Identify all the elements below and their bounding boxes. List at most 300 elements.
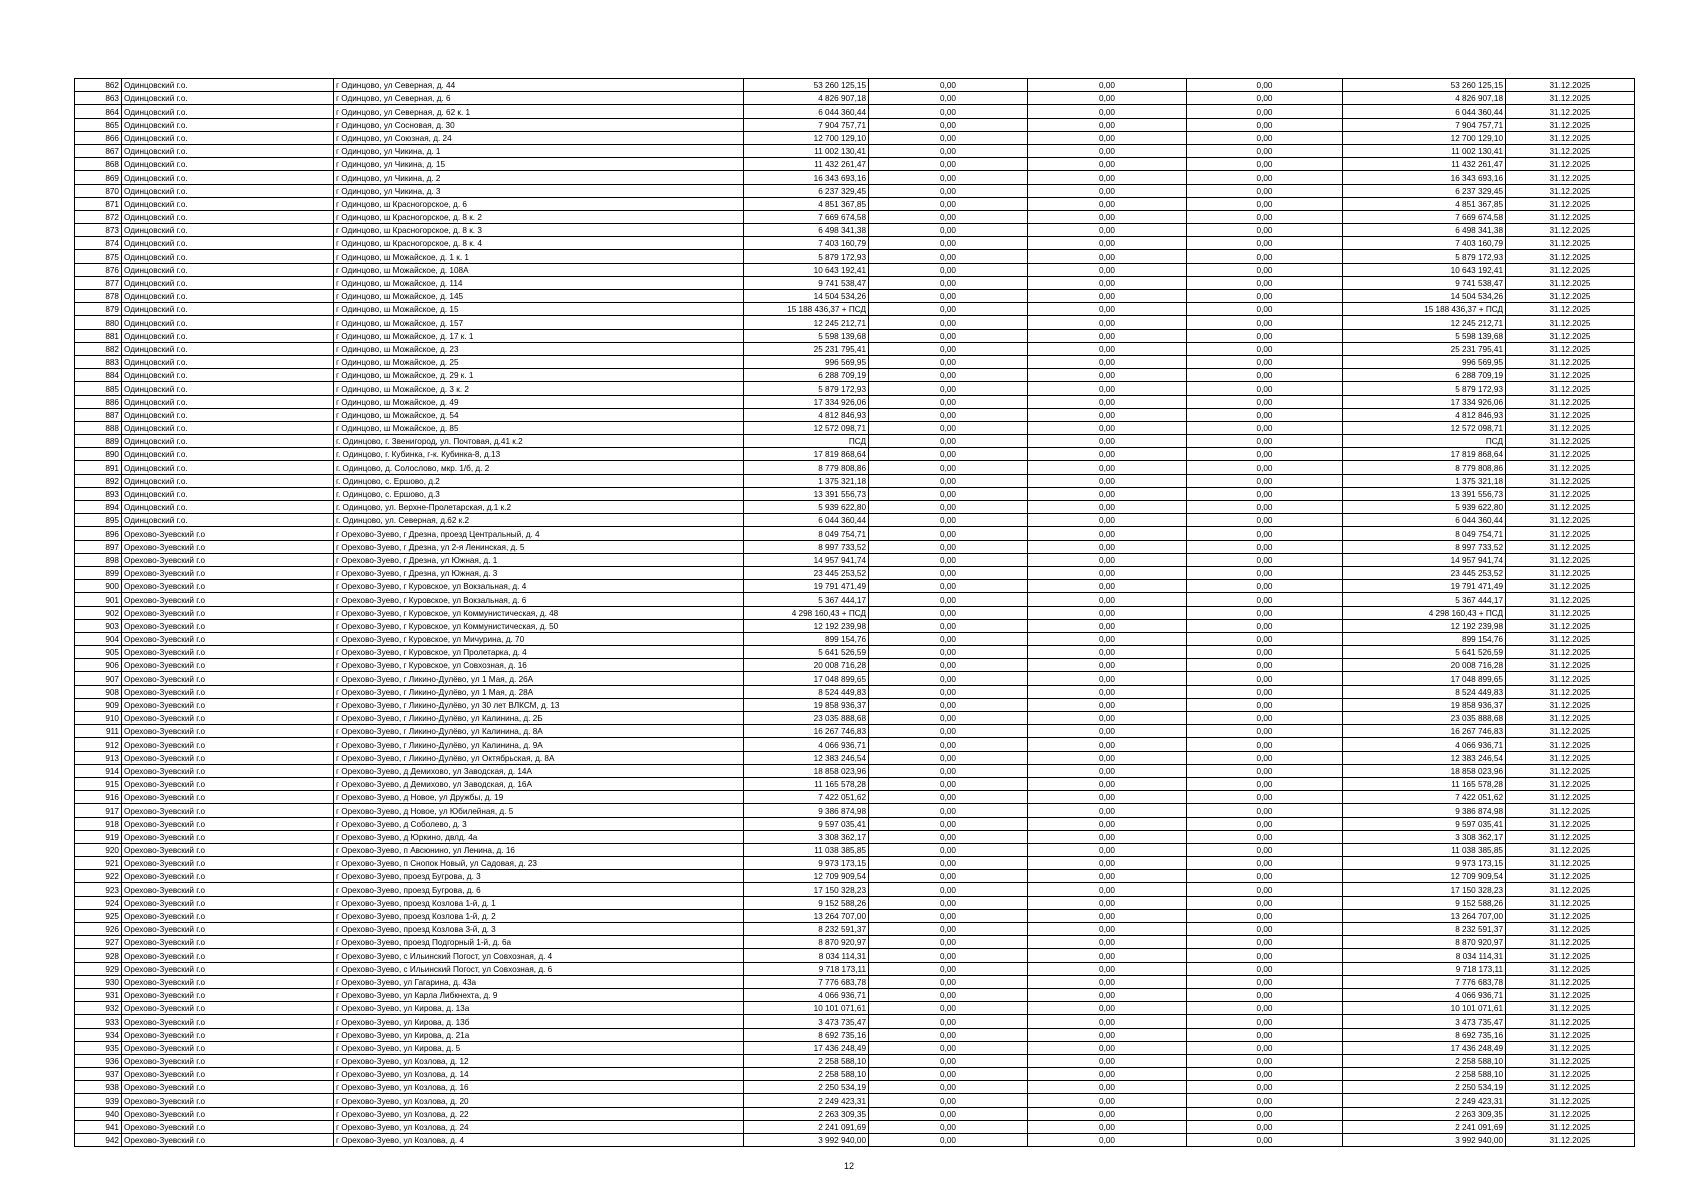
value-cell-2: 0,00 (869, 369, 1028, 382)
row-number-cell: 877 (75, 276, 122, 289)
address-cell: г Орехово-Зуево, г Ликино-Дулёво, ул 1 Мая, д. 28А (334, 685, 744, 698)
amount-cell: 3 473 735,47 (744, 1015, 869, 1028)
value-cell-4: 0,00 (1187, 698, 1343, 711)
district-cell: Одинцовский г.о. (122, 448, 334, 461)
table-row (75, 791, 1635, 804)
value-cell-2: 0,00 (869, 1015, 1028, 1028)
amount-cell: 6 237 329,45 (744, 184, 869, 197)
table-row (75, 1015, 1635, 1028)
amount-cell: 15 188 436,37 + ПСД (744, 303, 869, 316)
amount-cell: 10 643 192,41 (744, 263, 869, 276)
date-cell: 31.12.2025 (1506, 448, 1635, 461)
value-cell-3: 0,00 (1028, 1002, 1187, 1015)
table-row (75, 646, 1635, 659)
table-row (75, 949, 1635, 962)
amount-cell: 4 298 160,43 + ПСД (744, 606, 869, 619)
table-row (75, 329, 1635, 342)
total-cell: 8 524 449,83 (1343, 685, 1506, 698)
date-cell: 31.12.2025 (1506, 144, 1635, 157)
row-number-cell: 942 (75, 1134, 122, 1147)
district-cell: Орехово-Зуевский г.о (122, 870, 334, 883)
amount-cell: 8 034 114,31 (744, 949, 869, 962)
address-cell: г Одинцово, ш Можайское, д. 108А (334, 263, 744, 276)
table-row (75, 593, 1635, 606)
amount-cell: 2 263 309,35 (744, 1107, 869, 1120)
total-cell: 4 826 907,18 (1343, 92, 1506, 105)
value-cell-2: 0,00 (869, 105, 1028, 118)
value-cell-3: 0,00 (1028, 1028, 1187, 1041)
date-cell: 31.12.2025 (1506, 250, 1635, 263)
value-cell-2: 0,00 (869, 1041, 1028, 1054)
address-cell: г. Одинцово, ул. Верхне-Пролетарская, д.1 к.2 (334, 501, 744, 514)
address-cell: г Орехово-Зуево, проезд Подгорный 1-й, д. 6а (334, 936, 744, 949)
row-number-cell: 868 (75, 158, 122, 171)
amount-cell: 17 048 899,65 (744, 672, 869, 685)
value-cell-2: 0,00 (869, 988, 1028, 1001)
address-cell: г Орехово-Зуево, г Ликино-Дулёво, ул Калинина, д. 2Б (334, 712, 744, 725)
amount-cell: 12 572 098,71 (744, 421, 869, 434)
district-cell: Одинцовский г.о. (122, 210, 334, 223)
value-cell-4: 0,00 (1187, 369, 1343, 382)
date-cell: 31.12.2025 (1506, 540, 1635, 553)
district-cell: Орехово-Зуевский г.о (122, 777, 334, 790)
value-cell-3: 0,00 (1028, 421, 1187, 434)
date-cell: 31.12.2025 (1506, 923, 1635, 936)
amount-cell: 14 957 941,74 (744, 553, 869, 566)
value-cell-2: 0,00 (869, 672, 1028, 685)
address-cell: г Орехово-Зуево, проезд Бугрова, д. 3 (334, 870, 744, 883)
table-row (75, 118, 1635, 131)
value-cell-2: 0,00 (869, 342, 1028, 355)
amount-cell: 996 569,95 (744, 355, 869, 368)
district-cell: Орехово-Зуевский г.о (122, 857, 334, 870)
total-cell: 17 436 248,49 (1343, 1041, 1506, 1054)
row-number-cell: 902 (75, 606, 122, 619)
row-number-cell: 932 (75, 1002, 122, 1015)
amount-cell: 18 858 023,96 (744, 764, 869, 777)
value-cell-4: 0,00 (1187, 237, 1343, 250)
address-cell: г Одинцово, ш Можайское, д. 85 (334, 421, 744, 434)
value-cell-4: 0,00 (1187, 606, 1343, 619)
amount-cell: 11 165 578,28 (744, 777, 869, 790)
table-row (75, 936, 1635, 949)
total-cell: 9 741 538,47 (1343, 276, 1506, 289)
total-cell: 3 992 940,00 (1343, 1134, 1506, 1147)
amount-cell: 4 812 846,93 (744, 408, 869, 421)
address-cell: г Орехово-Зуево, проезд Козлова 3-й, д. 3 (334, 923, 744, 936)
table-row (75, 237, 1635, 250)
table-row (75, 738, 1635, 751)
value-cell-2: 0,00 (869, 804, 1028, 817)
value-cell-3: 0,00 (1028, 712, 1187, 725)
address-cell: г Одинцово, ул Северная, д. 62 к. 1 (334, 105, 744, 118)
table-row (75, 804, 1635, 817)
total-cell: 996 569,95 (1343, 355, 1506, 368)
date-cell: 31.12.2025 (1506, 725, 1635, 738)
date-cell: 31.12.2025 (1506, 514, 1635, 527)
value-cell-2: 0,00 (869, 382, 1028, 395)
date-cell: 31.12.2025 (1506, 184, 1635, 197)
value-cell-4: 0,00 (1187, 909, 1343, 922)
date-cell: 31.12.2025 (1506, 1015, 1635, 1028)
total-cell: 16 267 746,83 (1343, 725, 1506, 738)
value-cell-4: 0,00 (1187, 118, 1343, 131)
amount-cell: 11 432 261,47 (744, 158, 869, 171)
value-cell-2: 0,00 (869, 474, 1028, 487)
district-cell: Одинцовский г.о. (122, 487, 334, 500)
total-cell: 2 241 091,69 (1343, 1120, 1506, 1133)
value-cell-4: 0,00 (1187, 619, 1343, 632)
amount-cell: 2 250 534,19 (744, 1081, 869, 1094)
amount-cell: 9 741 538,47 (744, 276, 869, 289)
address-cell: г Одинцово, ул Северная, д. 6 (334, 92, 744, 105)
value-cell-3: 0,00 (1028, 962, 1187, 975)
total-cell: 8 692 735,16 (1343, 1028, 1506, 1041)
district-cell: Одинцовский г.о. (122, 435, 334, 448)
date-cell: 31.12.2025 (1506, 751, 1635, 764)
value-cell-3: 0,00 (1028, 118, 1187, 131)
value-cell-2: 0,00 (869, 263, 1028, 276)
value-cell-2: 0,00 (869, 870, 1028, 883)
value-cell-2: 0,00 (869, 514, 1028, 527)
value-cell-3: 0,00 (1028, 1081, 1187, 1094)
district-cell: Одинцовский г.о. (122, 421, 334, 434)
value-cell-4: 0,00 (1187, 303, 1343, 316)
amount-cell: 8 692 735,16 (744, 1028, 869, 1041)
row-number-cell: 905 (75, 646, 122, 659)
value-cell-2: 0,00 (869, 408, 1028, 421)
value-cell-4: 0,00 (1187, 1107, 1343, 1120)
address-cell: г Орехово-Зуево, ул Карла Либкнехта, д. 9 (334, 988, 744, 1001)
value-cell-3: 0,00 (1028, 777, 1187, 790)
address-cell: г Орехово-Зуево, ул Кирова, д. 21а (334, 1028, 744, 1041)
date-cell: 31.12.2025 (1506, 92, 1635, 105)
table-row (75, 1028, 1635, 1041)
value-cell-2: 0,00 (869, 883, 1028, 896)
value-cell-2: 0,00 (869, 1028, 1028, 1041)
value-cell-3: 0,00 (1028, 672, 1187, 685)
district-cell: Орехово-Зуевский г.о (122, 817, 334, 830)
value-cell-2: 0,00 (869, 237, 1028, 250)
amount-cell: 9 386 874,98 (744, 804, 869, 817)
row-number-cell: 940 (75, 1107, 122, 1120)
value-cell-3: 0,00 (1028, 237, 1187, 250)
address-cell: г Орехово-Зуево, ул Козлова, д. 24 (334, 1120, 744, 1133)
value-cell-4: 0,00 (1187, 685, 1343, 698)
amount-cell: 4 066 936,71 (744, 988, 869, 1001)
row-number-cell: 869 (75, 171, 122, 184)
value-cell-4: 0,00 (1187, 672, 1343, 685)
value-cell-3: 0,00 (1028, 369, 1187, 382)
district-cell: Одинцовский г.о. (122, 237, 334, 250)
value-cell-2: 0,00 (869, 540, 1028, 553)
amount-cell: 23 035 888,68 (744, 712, 869, 725)
value-cell-2: 0,00 (869, 857, 1028, 870)
date-cell: 31.12.2025 (1506, 975, 1635, 988)
table-row (75, 1120, 1635, 1133)
total-cell: 10 101 071,61 (1343, 1002, 1506, 1015)
address-cell: г Орехово-Зуево, ул Козлова, д. 12 (334, 1054, 744, 1067)
address-cell: г Орехово-Зуево, г Ликино-Дулёво, ул Октябрьская, д. 8А (334, 751, 744, 764)
date-cell: 31.12.2025 (1506, 857, 1635, 870)
address-cell: г Орехово-Зуево, г Дрезна, ул Южная, д. 3 (334, 566, 744, 579)
value-cell-2: 0,00 (869, 395, 1028, 408)
table-row (75, 210, 1635, 223)
date-cell: 31.12.2025 (1506, 698, 1635, 711)
date-cell: 31.12.2025 (1506, 593, 1635, 606)
value-cell-2: 0,00 (869, 685, 1028, 698)
value-cell-2: 0,00 (869, 527, 1028, 540)
date-cell: 31.12.2025 (1506, 619, 1635, 632)
value-cell-4: 0,00 (1187, 712, 1343, 725)
address-cell: г Орехово-Зуево, п Авсюнино, ул Ленина, д. 16 (334, 843, 744, 856)
value-cell-3: 0,00 (1028, 290, 1187, 303)
value-cell-4: 0,00 (1187, 487, 1343, 500)
table-row (75, 685, 1635, 698)
total-cell: 16 343 693,16 (1343, 171, 1506, 184)
address-cell: г. Одинцово, с. Ершово, д.2 (334, 474, 744, 487)
total-cell: 19 791 471,49 (1343, 580, 1506, 593)
total-cell: 12 245 212,71 (1343, 316, 1506, 329)
table-row (75, 144, 1635, 157)
table-row (75, 369, 1635, 382)
value-cell-2: 0,00 (869, 593, 1028, 606)
row-number-cell: 871 (75, 197, 122, 210)
amount-cell: ПСД (744, 435, 869, 448)
value-cell-2: 0,00 (869, 1002, 1028, 1015)
value-cell-2: 0,00 (869, 501, 1028, 514)
value-cell-3: 0,00 (1028, 593, 1187, 606)
address-cell: г Орехово-Зуево, ул Кирова, д. 13б (334, 1015, 744, 1028)
amount-cell: 5 939 622,80 (744, 501, 869, 514)
date-cell: 31.12.2025 (1506, 553, 1635, 566)
table-row (75, 909, 1635, 922)
district-cell: Одинцовский г.о. (122, 342, 334, 355)
value-cell-4: 0,00 (1187, 738, 1343, 751)
value-cell-2: 0,00 (869, 197, 1028, 210)
district-cell: Одинцовский г.о. (122, 514, 334, 527)
value-cell-4: 0,00 (1187, 342, 1343, 355)
value-cell-2: 0,00 (869, 421, 1028, 434)
row-number-cell: 878 (75, 290, 122, 303)
district-cell: Орехово-Зуевский г.о (122, 883, 334, 896)
amount-cell: 9 973 173,15 (744, 857, 869, 870)
value-cell-2: 0,00 (869, 896, 1028, 909)
amount-cell: 8 524 449,83 (744, 685, 869, 698)
total-cell: 53 260 125,15 (1343, 79, 1506, 92)
date-cell: 31.12.2025 (1506, 566, 1635, 579)
table-row (75, 250, 1635, 263)
amount-cell: 12 245 212,71 (744, 316, 869, 329)
row-number-cell: 888 (75, 421, 122, 434)
value-cell-2: 0,00 (869, 92, 1028, 105)
amount-cell: 12 700 129,10 (744, 131, 869, 144)
amount-cell: 13 391 556,73 (744, 487, 869, 500)
total-cell: 2 249 423,31 (1343, 1094, 1506, 1107)
value-cell-3: 0,00 (1028, 501, 1187, 514)
value-cell-2: 0,00 (869, 619, 1028, 632)
address-cell: г Орехово-Зуево, г Куровское, ул Вокзальная, д. 6 (334, 593, 744, 606)
date-cell: 31.12.2025 (1506, 131, 1635, 144)
total-cell: 2 258 588,10 (1343, 1054, 1506, 1067)
total-cell: 12 192 239,98 (1343, 619, 1506, 632)
address-cell: г Одинцово, ул Чикина, д. 3 (334, 184, 744, 197)
amount-cell: 17 150 328,23 (744, 883, 869, 896)
district-cell: Орехово-Зуевский г.о (122, 1068, 334, 1081)
address-cell: г Одинцово, ул Северная, д. 44 (334, 79, 744, 92)
value-cell-2: 0,00 (869, 830, 1028, 843)
value-cell-2: 0,00 (869, 936, 1028, 949)
amount-cell: 7 403 160,79 (744, 237, 869, 250)
value-cell-2: 0,00 (869, 329, 1028, 342)
date-cell: 31.12.2025 (1506, 224, 1635, 237)
row-number-cell: 890 (75, 448, 122, 461)
amount-cell: 5 598 139,68 (744, 329, 869, 342)
table-row (75, 923, 1635, 936)
date-cell: 31.12.2025 (1506, 369, 1635, 382)
row-number-cell: 914 (75, 764, 122, 777)
district-cell: Одинцовский г.о. (122, 501, 334, 514)
value-cell-4: 0,00 (1187, 553, 1343, 566)
row-number-cell: 899 (75, 566, 122, 579)
value-cell-3: 0,00 (1028, 857, 1187, 870)
value-cell-4: 0,00 (1187, 896, 1343, 909)
amount-cell: 19 858 936,37 (744, 698, 869, 711)
row-number-cell: 921 (75, 857, 122, 870)
address-cell: г Орехово-Зуево, проезд Козлова 1-й, д. 1 (334, 896, 744, 909)
value-cell-3: 0,00 (1028, 355, 1187, 368)
date-cell: 31.12.2025 (1506, 962, 1635, 975)
row-number-cell: 922 (75, 870, 122, 883)
district-cell: Орехово-Зуевский г.о (122, 751, 334, 764)
district-cell: Одинцовский г.о. (122, 144, 334, 157)
table-row (75, 896, 1635, 909)
date-cell: 31.12.2025 (1506, 883, 1635, 896)
value-cell-4: 0,00 (1187, 1028, 1343, 1041)
value-cell-4: 0,00 (1187, 92, 1343, 105)
row-number-cell: 906 (75, 659, 122, 672)
amount-cell: 12 709 909,54 (744, 870, 869, 883)
total-cell: 2 263 309,35 (1343, 1107, 1506, 1120)
total-cell: 19 858 936,37 (1343, 698, 1506, 711)
district-cell: Орехово-Зуевский г.о (122, 619, 334, 632)
date-cell: 31.12.2025 (1506, 632, 1635, 645)
district-cell: Орехово-Зуевский г.о (122, 896, 334, 909)
district-cell: Одинцовский г.о. (122, 105, 334, 118)
date-cell: 31.12.2025 (1506, 1002, 1635, 1015)
total-cell: 7 669 674,58 (1343, 210, 1506, 223)
value-cell-2: 0,00 (869, 738, 1028, 751)
date-cell: 31.12.2025 (1506, 421, 1635, 434)
table-row (75, 870, 1635, 883)
address-cell: г Одинцово, ш Красногорское, д. 8 к. 4 (334, 237, 744, 250)
value-cell-4: 0,00 (1187, 632, 1343, 645)
value-cell-4: 0,00 (1187, 448, 1343, 461)
table-row (75, 830, 1635, 843)
total-cell: 8 049 754,71 (1343, 527, 1506, 540)
value-cell-2: 0,00 (869, 1107, 1028, 1120)
value-cell-3: 0,00 (1028, 408, 1187, 421)
value-cell-3: 0,00 (1028, 342, 1187, 355)
table-row (75, 448, 1635, 461)
date-cell: 31.12.2025 (1506, 1120, 1635, 1133)
total-cell: 7 776 683,78 (1343, 975, 1506, 988)
value-cell-3: 0,00 (1028, 92, 1187, 105)
value-cell-4: 0,00 (1187, 276, 1343, 289)
amount-cell: 53 260 125,15 (744, 79, 869, 92)
row-number-cell: 934 (75, 1028, 122, 1041)
district-cell: Орехово-Зуевский г.о (122, 712, 334, 725)
total-cell: 8 034 114,31 (1343, 949, 1506, 962)
district-cell: Орехово-Зуевский г.о (122, 791, 334, 804)
value-cell-4: 0,00 (1187, 870, 1343, 883)
date-cell: 31.12.2025 (1506, 1028, 1635, 1041)
row-number-cell: 896 (75, 527, 122, 540)
district-cell: Орехово-Зуевский г.о (122, 540, 334, 553)
total-cell: 5 367 444,17 (1343, 593, 1506, 606)
district-cell: Орехово-Зуевский г.о (122, 1120, 334, 1133)
value-cell-4: 0,00 (1187, 1068, 1343, 1081)
value-cell-3: 0,00 (1028, 224, 1187, 237)
table-row (75, 290, 1635, 303)
value-cell-4: 0,00 (1187, 461, 1343, 474)
row-number-cell: 923 (75, 883, 122, 896)
total-cell: 9 973 173,15 (1343, 857, 1506, 870)
table-row (75, 1134, 1635, 1147)
value-cell-4: 0,00 (1187, 857, 1343, 870)
value-cell-4: 0,00 (1187, 250, 1343, 263)
value-cell-4: 0,00 (1187, 131, 1343, 144)
district-cell: Орехово-Зуевский г.о (122, 1028, 334, 1041)
amount-cell: 3 992 940,00 (744, 1134, 869, 1147)
date-cell: 31.12.2025 (1506, 382, 1635, 395)
district-cell: Одинцовский г.о. (122, 382, 334, 395)
total-cell: 5 879 172,93 (1343, 250, 1506, 263)
address-cell: г Одинцово, ш Можайское, д. 23 (334, 342, 744, 355)
date-cell: 31.12.2025 (1506, 830, 1635, 843)
address-cell: г Одинцово, ул Чикина, д. 15 (334, 158, 744, 171)
amount-cell: 11 038 385,85 (744, 843, 869, 856)
district-cell: Орехово-Зуевский г.о (122, 606, 334, 619)
date-cell: 31.12.2025 (1506, 712, 1635, 725)
address-cell: г. Одинцово, ул. Северная, д.62 к.2 (334, 514, 744, 527)
table-row (75, 672, 1635, 685)
amount-cell: 8 997 733,52 (744, 540, 869, 553)
address-cell: г Одинцово, ш Можайское, д. 17 к. 1 (334, 329, 744, 342)
value-cell-3: 0,00 (1028, 1134, 1187, 1147)
address-cell: г Орехово-Зуево, ул Кирова, д. 13а (334, 1002, 744, 1015)
value-cell-3: 0,00 (1028, 171, 1187, 184)
date-cell: 31.12.2025 (1506, 474, 1635, 487)
table-row (75, 712, 1635, 725)
total-cell: 15 188 436,37 + ПСД (1343, 303, 1506, 316)
total-cell: 5 879 172,93 (1343, 382, 1506, 395)
total-cell: 23 445 253,52 (1343, 566, 1506, 579)
district-cell: Орехово-Зуевский г.о (122, 527, 334, 540)
row-number-cell: 927 (75, 936, 122, 949)
value-cell-4: 0,00 (1187, 224, 1343, 237)
amount-cell: 19 791 471,49 (744, 580, 869, 593)
total-cell: 7 403 160,79 (1343, 237, 1506, 250)
date-cell: 31.12.2025 (1506, 395, 1635, 408)
value-cell-2: 0,00 (869, 712, 1028, 725)
district-cell: Одинцовский г.о. (122, 118, 334, 131)
row-number-cell: 889 (75, 435, 122, 448)
row-number-cell: 894 (75, 501, 122, 514)
address-cell: г Орехово-Зуево, г Куровское, ул Вокзальная, д. 4 (334, 580, 744, 593)
total-cell: 23 035 888,68 (1343, 712, 1506, 725)
value-cell-2: 0,00 (869, 487, 1028, 500)
